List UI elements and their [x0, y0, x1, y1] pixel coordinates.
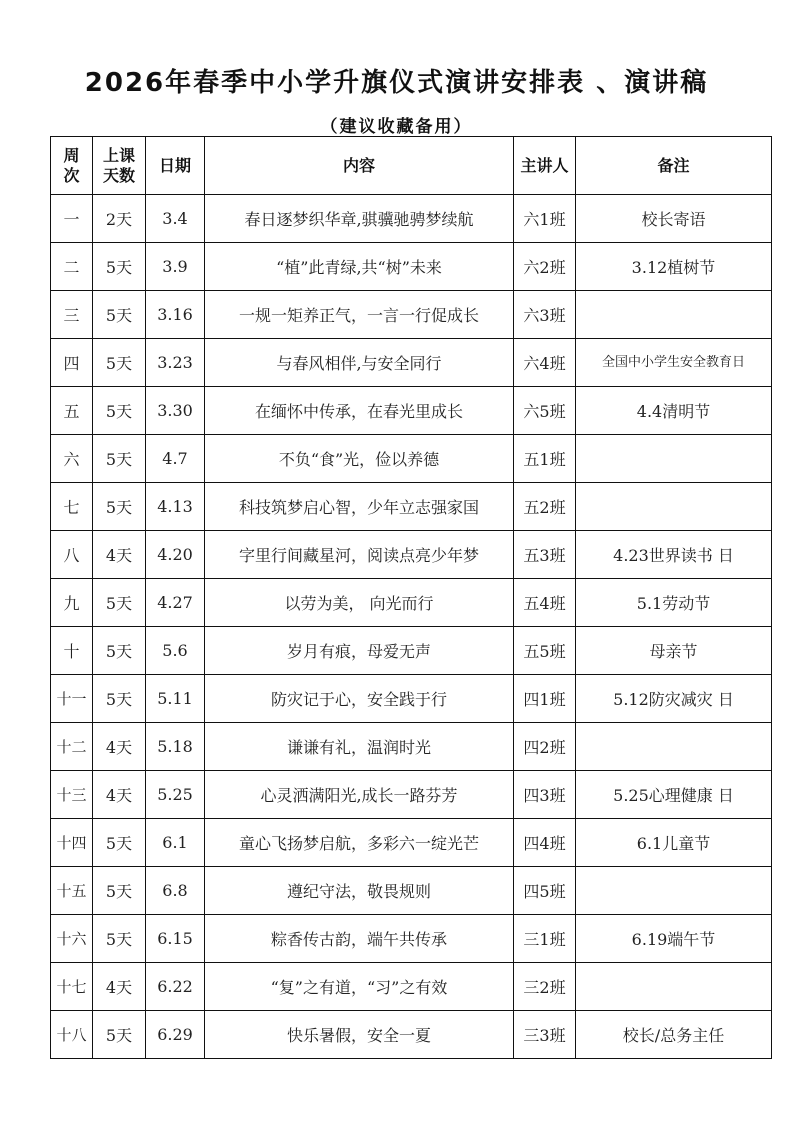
days-cell: 4天: [93, 531, 146, 579]
days-cell: 5天: [93, 819, 146, 867]
table-row: [51, 483, 772, 531]
content-cell: 快乐暑假，安全一夏: [205, 1011, 514, 1059]
header-week-line1: 周: [63, 145, 80, 165]
speaker-cell: 三3班: [514, 1011, 576, 1059]
speaker-cell: 六2班: [514, 243, 576, 291]
table-row: [51, 195, 772, 243]
content-cell: 字里行间藏星河，阅读点亮少年梦: [205, 531, 514, 579]
note-cell: [576, 291, 772, 339]
date-cell: 4.27: [146, 579, 205, 627]
week-cell: 十: [51, 627, 93, 675]
content-cell: 一规一矩养正气，一言一行促成长: [205, 291, 514, 339]
days-cell: 5天: [93, 435, 146, 483]
week-cell: 七: [51, 483, 93, 531]
note-cell: 校长寄语: [576, 195, 772, 243]
table-row: [51, 675, 772, 723]
content-cell: “植”此青绿,共“树”未来: [205, 243, 514, 291]
note-cell: 6.1儿童节: [576, 819, 772, 867]
date-cell: 3.16: [146, 291, 205, 339]
speaker-cell: 五4班: [514, 579, 576, 627]
speaker-cell: 三2班: [514, 963, 576, 1011]
note-cell: 5.12防灾减灾 日: [576, 675, 772, 723]
content-cell: 科技筑梦启心智，少年立志强家国: [205, 483, 514, 531]
content-cell: 不负“食”光，俭以养德: [205, 435, 514, 483]
days-cell: 5天: [93, 867, 146, 915]
date-cell: 6.22: [146, 963, 205, 1011]
date-cell: 5.11: [146, 675, 205, 723]
days-cell: 5天: [93, 339, 146, 387]
table-row: [51, 531, 772, 579]
content-cell: 粽香传古韵，端午共传承: [205, 915, 514, 963]
week-cell: 十二: [51, 723, 93, 771]
date-cell: 6.8: [146, 867, 205, 915]
week-cell: 八: [51, 531, 93, 579]
content-cell: 防灾记于心，安全践于行: [205, 675, 514, 723]
date-cell: 3.30: [146, 387, 205, 435]
table-row: [51, 435, 772, 483]
header-week: [51, 137, 93, 195]
days-cell: 5天: [93, 291, 146, 339]
table-row: [51, 243, 772, 291]
week-cell: 十三: [51, 771, 93, 819]
header-date: 日期: [146, 137, 205, 195]
week-cell: 四: [51, 339, 93, 387]
table-row: [51, 291, 772, 339]
header-days-line2: 天数: [102, 165, 135, 185]
table-row: [51, 819, 772, 867]
speaker-cell: 四4班: [514, 819, 576, 867]
week-cell: 十四: [51, 819, 93, 867]
week-cell: 十一: [51, 675, 93, 723]
content-cell: 童心飞扬梦启航，多彩六一绽光芒: [205, 819, 514, 867]
header-content: 内容: [205, 137, 514, 195]
note-cell: 母亲节: [576, 627, 772, 675]
speaker-cell: 六4班: [514, 339, 576, 387]
content-cell: 与春风相伴,与安全同行: [205, 339, 514, 387]
table-row: [51, 1011, 772, 1059]
header-days-line1: 上课: [102, 145, 135, 165]
note-cell: 5.1劳动节: [576, 579, 772, 627]
days-cell: 5天: [93, 387, 146, 435]
week-cell: 十六: [51, 915, 93, 963]
date-cell: 6.15: [146, 915, 205, 963]
content-cell: 春日逐梦织华章,骐骥驰骋梦续航: [205, 195, 514, 243]
week-cell: 一: [51, 195, 93, 243]
speaker-cell: 五2班: [514, 483, 576, 531]
week-cell: 六: [51, 435, 93, 483]
speaker-cell: 三1班: [514, 915, 576, 963]
date-cell: 5.25: [146, 771, 205, 819]
note-cell: 6.19端午节: [576, 915, 772, 963]
days-cell: 5天: [93, 1011, 146, 1059]
note-cell: [576, 963, 772, 1011]
week-cell: 十七: [51, 963, 93, 1011]
speaker-cell: 四1班: [514, 675, 576, 723]
header-row: [51, 137, 772, 195]
note-cell: 校长/总务主任: [576, 1011, 772, 1059]
date-cell: 3.4: [146, 195, 205, 243]
week-cell: 五: [51, 387, 93, 435]
table-row: [51, 723, 772, 771]
table-row: [51, 915, 772, 963]
table-row: [51, 579, 772, 627]
days-cell: 4天: [93, 771, 146, 819]
date-cell: 6.1: [146, 819, 205, 867]
table-row: [51, 771, 772, 819]
days-cell: 5天: [93, 483, 146, 531]
table-row: [51, 963, 772, 1011]
date-cell: 4.20: [146, 531, 205, 579]
speaker-cell: 六3班: [514, 291, 576, 339]
content-cell: 心灵洒满阳光,成长一路芬芳: [205, 771, 514, 819]
note-cell: 全国中小学生安全教育日: [576, 339, 772, 387]
header-note: 备注: [576, 137, 772, 195]
days-cell: 2天: [93, 195, 146, 243]
header-week-line2: 次: [63, 165, 80, 185]
days-cell: 5天: [93, 627, 146, 675]
content-cell: 在缅怀中传承，在春光里成长: [205, 387, 514, 435]
schedule-table: [50, 136, 772, 1059]
days-cell: 4天: [93, 723, 146, 771]
speaker-cell: 五3班: [514, 531, 576, 579]
document-subtitle: （建议收藏备用）: [320, 117, 473, 137]
week-cell: 二: [51, 243, 93, 291]
note-cell: [576, 435, 772, 483]
note-cell: [576, 867, 772, 915]
days-cell: 5天: [93, 675, 146, 723]
speaker-cell: 四3班: [514, 771, 576, 819]
note-cell: 4.4清明节: [576, 387, 772, 435]
speaker-cell: 五5班: [514, 627, 576, 675]
date-cell: 4.7: [146, 435, 205, 483]
days-cell: 5天: [93, 915, 146, 963]
week-cell: 九: [51, 579, 93, 627]
note-cell: 4.23世界读书 日: [576, 531, 772, 579]
speaker-cell: 四2班: [514, 723, 576, 771]
table-row: [51, 627, 772, 675]
date-cell: 5.18: [146, 723, 205, 771]
speaker-cell: 六1班: [514, 195, 576, 243]
note-cell: [576, 723, 772, 771]
week-cell: 三: [51, 291, 93, 339]
speaker-cell: 四5班: [514, 867, 576, 915]
date-cell: 3.9: [146, 243, 205, 291]
days-cell: 5天: [93, 579, 146, 627]
table-row: [51, 339, 772, 387]
speaker-cell: 五1班: [514, 435, 576, 483]
table-row: [51, 867, 772, 915]
table-row: [51, 387, 772, 435]
days-cell: 4天: [93, 963, 146, 1011]
content-cell: “复”之有道，“习”之有效: [205, 963, 514, 1011]
date-cell: 3.23: [146, 339, 205, 387]
date-cell: 6.29: [146, 1011, 205, 1059]
note-cell: 3.12植树节: [576, 243, 772, 291]
date-cell: 4.13: [146, 483, 205, 531]
note-cell: 5.25心理健康 日: [576, 771, 772, 819]
week-cell: 十八: [51, 1011, 93, 1059]
date-cell: 5.6: [146, 627, 205, 675]
content-cell: 岁月有痕，母爱无声: [205, 627, 514, 675]
document-title: 2026年春季中小学升旗仪式演讲安排表 、演讲稿: [84, 68, 709, 98]
days-cell: 5天: [93, 243, 146, 291]
note-cell: [576, 483, 772, 531]
content-cell: 以劳为美， 向光而行: [205, 579, 514, 627]
header-days: [93, 137, 146, 195]
content-cell: 谦谦有礼，温润时光: [205, 723, 514, 771]
speaker-cell: 六5班: [514, 387, 576, 435]
header-speaker: 主讲人: [514, 137, 576, 195]
week-cell: 十五: [51, 867, 93, 915]
content-cell: 遵纪守法，敬畏规则: [205, 867, 514, 915]
